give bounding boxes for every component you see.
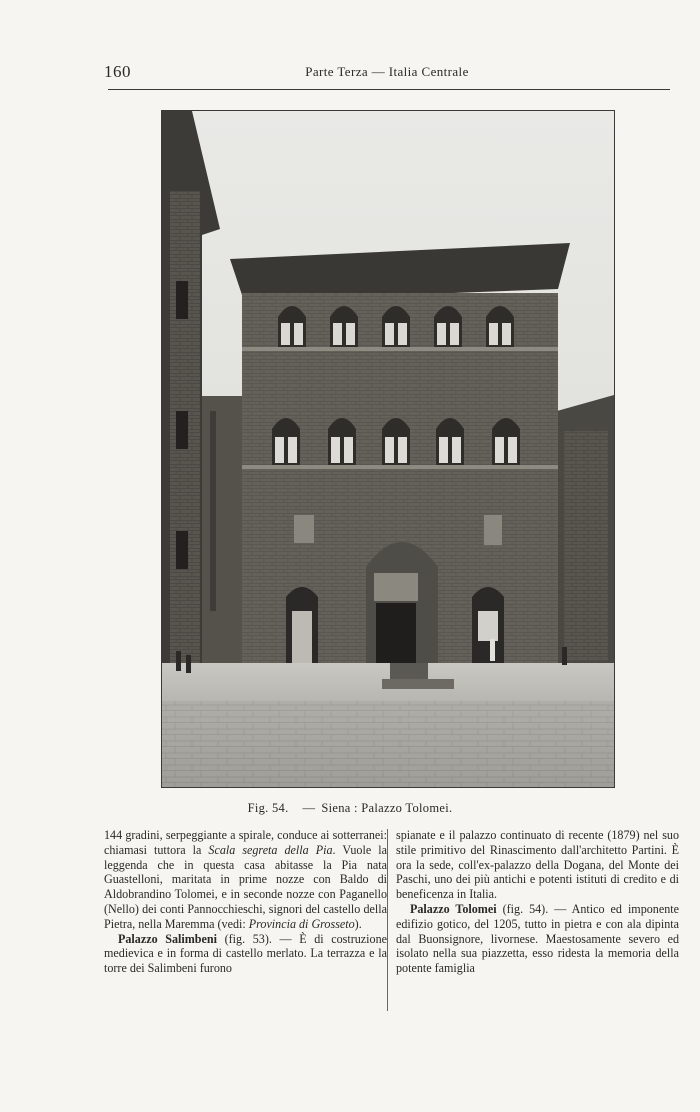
text-run: spianate e il palazzo continuato di recente (1879) nel suo stile primitivo del Rinascimento dall'architetto Partini. È ora la sede, coll'ex-palazzo della Dogana, del Monte dei Paschi, uno dei più antichi e potenti istituti di credito e di beneficenza in Italia. — [396, 828, 679, 902]
text-run: 144 gradini, serpeggiante a spirale, conduce ai sotterranei: chiamasi tuttora la — [104, 828, 387, 857]
text-column-left — [104, 828, 387, 976]
text-column-right — [396, 828, 679, 976]
italic-reference: Provincia di Grosseto — [248, 916, 355, 931]
text-run: (fig. 54). — Antico ed imponente edifizio gotico, del 1205, tutto in pietra e con ala dipinta dal Buonsignore, livornese. Maestosamente severo ed isolato nella sua piazzetta, esso ridesta la memoria della potente famiglia — [396, 901, 679, 976]
text-run: ). — [354, 916, 362, 931]
column-divider — [387, 829, 388, 1011]
paragraph — [104, 932, 387, 976]
figure-caption: Fig. 54. — Siena : Palazzo Tolomei. — [247, 801, 453, 815]
page-header — [104, 62, 670, 86]
figure-number: Fig. 54. — [247, 801, 289, 815]
text-run: . Vuole la leggenda che in questa casa abitasse la Pia nata Guastelloni, maritata in prime nozze con Baldo di Aldobrandino Tolomei, e in seconde nozze con Paganello (Nello) dei conti Pannocchieschi, signori del castello della Pietra, nella Maremma (vedi: — [104, 842, 387, 931]
figure-title: Palazzo Tolomei. — [361, 801, 453, 815]
entry-heading: Palazzo Tolomei — [410, 901, 497, 916]
page-number: 160 — [104, 62, 131, 81]
paragraph — [396, 902, 679, 976]
figure-photo-palazzo-tolomei — [161, 110, 615, 788]
header-rule — [108, 89, 670, 90]
italic-term: Scala segreta della Pia — [208, 842, 333, 857]
text-run: (fig. 53). — È di costruzione medievica e in forma di castello merlato. La terrazza e la torre dei Salimbeni furono — [104, 931, 387, 976]
paragraph — [104, 828, 387, 932]
paragraph — [396, 828, 679, 902]
figure-place: Siena — [321, 801, 351, 815]
running-title: Parte Terza — Italia Centrale — [305, 64, 469, 79]
entry-heading: Palazzo Salimbeni — [118, 931, 217, 946]
